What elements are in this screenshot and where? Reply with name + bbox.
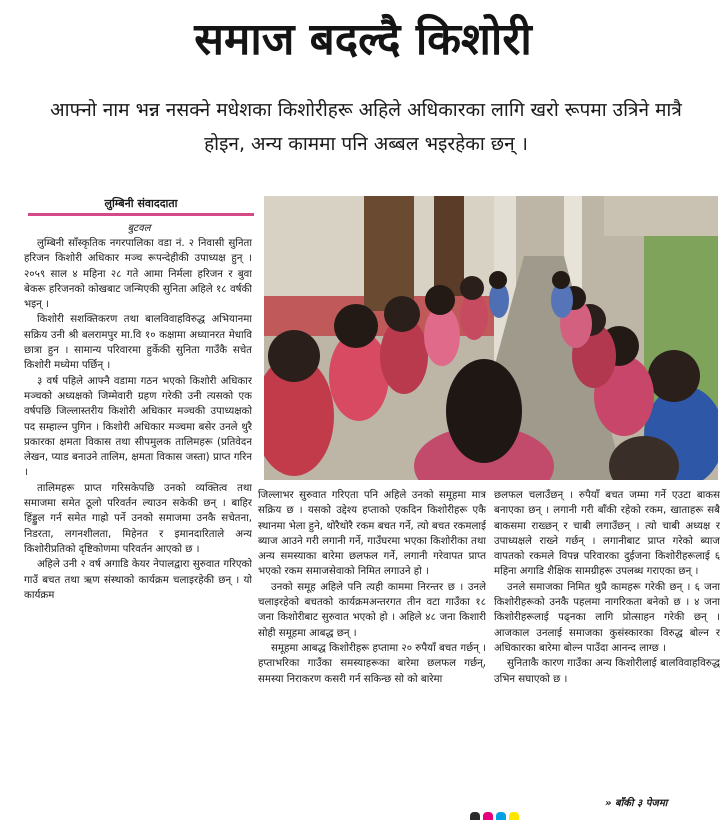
paragraph: ३ वर्ष पहिले आफ्नै वडामा गठन भएको किशोरी अधिकार मञ्चको अध्यक्षको जिम्मेवारी ग्रहण गरेकी उनी त्यसको एक वर्षपछि जिल्लास्तरीय किशोरी अधिकार मञ्चकी उपाध्यक्षको पद सम्हाल्न पुगिन । किशोरी अधिकार मञ्चमा बसेर उनले थुरै प्रकारका क्षमता विकास तथा सीपमुलक तालिमहरू (प्रतिवेदन लेखन, प्याड बनाउने तालिम, क्षमता विकास जस्ता) प्राप्त गरिन । [24, 375, 252, 479]
paragraph: जिल्लाभर सुरुवात गरिएता पनि अहिले उनको समूहमा मात्र सक्रिय छ । यसको उद्देश्य हप्ताको एकदिन किशोरीहरू एकै स्थानमा भेला हुने, थोरैथोरै रकम बचत गर्ने, त्यो बचत रकमलाई ब्याज आउने गरी लगानी गर्ने, गाउँघरमा भएका किशोरीका तथा अन्य समस्याका बारेमा छलफल गर्ने, लगानी गरेवापत प्राप्त भएको रकम समाजसेवाको निमित लगाउने हो । [258, 490, 486, 578]
dateline: बुटवल [127, 223, 151, 234]
paragraph: समूहमा आबद्ध किशोरीहरू हप्तामा २० रुपैयाँ बचत गर्छन् । हप्ताभरिका गाउँका समस्याहरूका बारेमा छलफल गर्छन्, समस्या निराकरण कसरी गर्न सकिन्छ सो को बारेमा [258, 642, 486, 685]
registration-swatch [483, 812, 493, 820]
subheadline: आफ्नो नाम भन्न नसक्ने मधेशका किशोरीहरू अहिले अधिकारका लागि खरो रूपमा उत्रिने मात्रै होइन, अन्य काममा पनि अब्बल भइरहेका छन् । [50, 99, 682, 155]
continued-on-page: » बाँकी ३ पेजमा [605, 798, 668, 809]
byline-rule [28, 213, 254, 216]
paragraph: उनको समूह अहिले पनि त्यही काममा निरन्तर छ । उनले चलाइरहेको बचतको कार्यक्रमअन्तरगत तीन वटा गाउँका १८ जना किशोरीबाट सुरुवात भएको हो । अहिले ४८ जना किशारी सोही समूहमा आबद्ध छन् । [258, 581, 486, 639]
article-column-1 [24, 236, 252, 808]
article-column-3 [494, 488, 720, 788]
print-registration-marks [470, 812, 532, 820]
paragraph: लुम्बिनी साँस्कृतिक नगरपालिका वडा नं. २ निवासी सुनिता हरिजन किशोरी अधिकार मञ्च रूपन्देहीकी उपाध्यक्ष हुन् । २०५९ साल ४ महिना २८ गते आमा निर्मला हरिजन र बुवा बेकरू हरिजनको कोखबाट जन्मिएकी सुनिता अहिले १८ वर्षकी भइन् । [24, 238, 252, 311]
paragraph: उनले समाजका निमित थुप्रै कामहरू गरेकी छन् । ६ जना किशोरीहरूको उनकै पहलमा नागरिकता बनेको छ । ४ जना किशोरीहरूलाई पढ्नका लागि प्रोत्साहन गरेकी छन् । आजकाल उनलाई समाजका कुसंस्कारका विरुद्ध बोल्न र अधिकारका बारेमा बोल्न पाउँदा आनन्द लाग्छ । [494, 581, 720, 654]
paragraph: सुनिताकै कारण गाउँका अन्य किशोरीलाई बालविवाहविरुद्ध उभिन सघाएको छ । [494, 658, 720, 685]
registration-swatch [522, 812, 532, 820]
headline: समाज बदल्दै किशोरी [194, 14, 532, 65]
registration-swatch [509, 812, 519, 820]
paragraph: अहिले उनी २ वर्ष अगाडि केयर नेपालद्वारा सुरुवात गरिएको गाउँ बचत तथा ऋण संस्थाको कार्यक्रम चलाइरहेकी छन् । यो कार्यक्रम [24, 559, 252, 601]
article-photo [264, 196, 718, 480]
registration-swatch [496, 812, 506, 820]
paragraph: किशोरी सशक्तिकरण तथा बालविवाहविरुद्ध अभियानमा सक्रिय उनी श्री बलरामपुर मा.वि १० कक्षामा अध्यानरत मेधावि छात्रा हुन । सामान्य परिवारमा हुर्केकी सुनिता गाउँकै सचेत किशोरी मध्येमा पर्छिन् । [24, 314, 252, 372]
paragraph: छलफल चलाउँछन् । रुपैयाँ बचत जम्मा गर्ने एउटा बाकस बनाएका छन् । लगानी गरी बाँकी रहेको रकम, खाताहरू सबै बाकसमा राख्छन् र चाबी लगाउँछन् । त्यो चाबी अध्यक्ष र उपाध्यक्षले राख्ने गर्छन् । लगानीबाट प्राप्त गरेको ब्याज वापतको रकमले विपन्न परिवारका दुईजना किशोरीहरूलाई ६ महिना अगाडि शैक्षिक सामग्रीहरू उपलब्ध गराएका छन् । [494, 490, 720, 578]
registration-swatch [470, 812, 480, 820]
article-column-2 [258, 488, 486, 808]
byline: लुम्बिनी संवाददाता [104, 197, 178, 210]
paragraph: तालिमहरू प्राप्त गरिसकेपछि उनको व्यक्तित्व तथा समाजमा समेत ठूलो परिवर्तन ल्याउन सकेकी छन् । बाहिर हिंड्डुल गर्न समेत गाह्रो पर्ने उनको समाजमा उनकै सचेतना, निडरता, लगनशीलता, मिहेनत र इमानदारिताले अन्य किशोरीप्रतिको दृष्टिकोणमा परिवर्तन आएको छ । [24, 482, 252, 555]
